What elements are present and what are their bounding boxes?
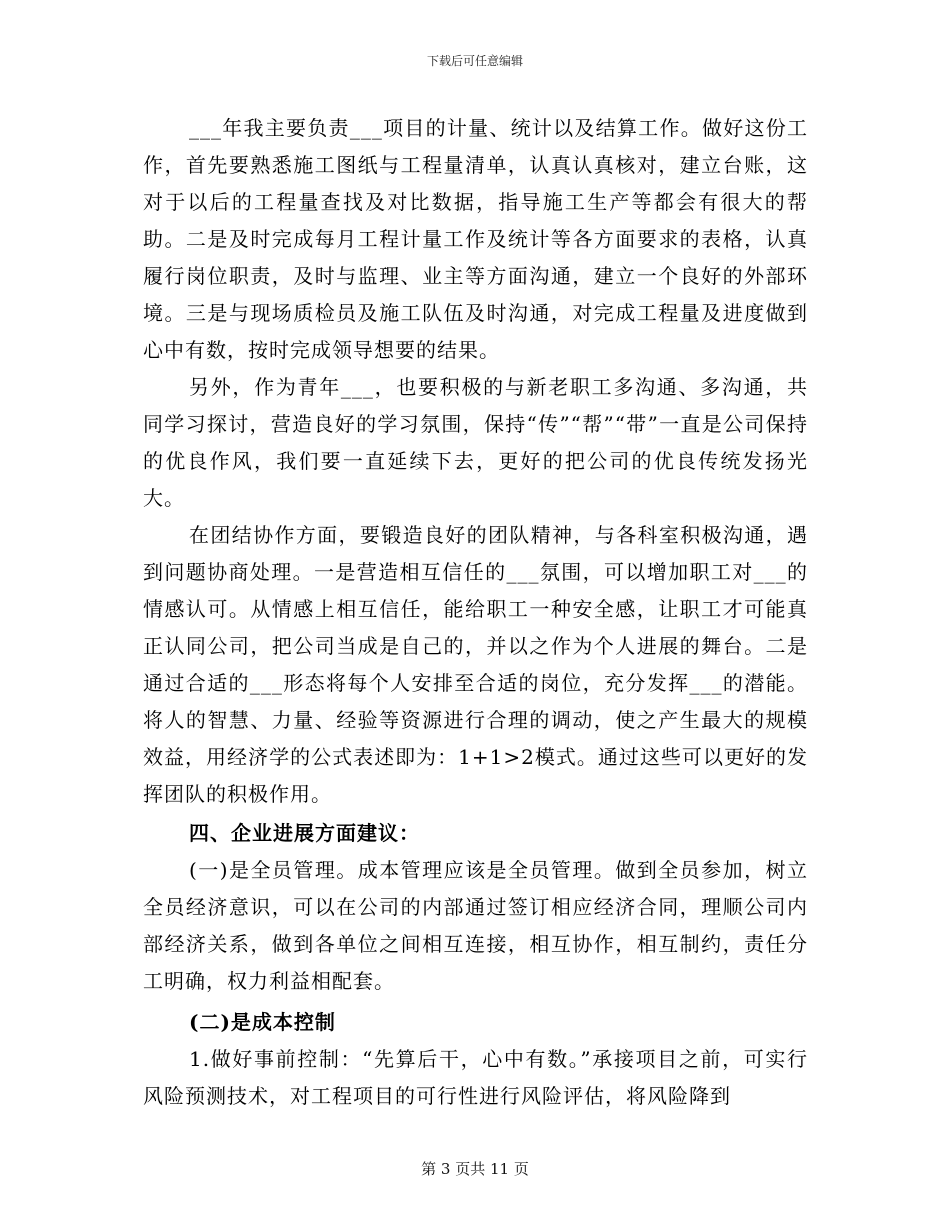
paragraph-pre-control: 1.做好事前控制：“先算后干，心中有数。”承接项目之前，可实行风险预测技术，对工程项目的可行性进行风险评估，将风险降到 [143, 1047, 808, 1108]
page-header-note: 下载后可任意编辑 [426, 54, 523, 68]
section-heading-enterprise-suggestions: 四、企业进展方面建议： [189, 821, 420, 845]
page-number-footer: 第 3 页共 11 页 [421, 1160, 529, 1178]
paragraph-work-duties: ___年我主要负责___项目的计量、统计以及结算工作。做好这份工作，首先要熟悉施工图纸与工程量清单，认真认真核对，建立台账，这对于以后的工程量查找及对比数据，指导施工生产等都会有很大的帮助。二是及时完成每月工程计量工作及统计等各方面要求的表格，认真履行岗位职责，及时与监理、业主等方面沟通，建立一个良好的外部环境。三是与现场质检员及施工队伍及时沟通，对完成工程量及进度做到心中有数，按时完成领导想要的结果。 [143, 116, 808, 362]
paragraph-full-staff-management: (一)是全员管理。成本管理应该是全员管理。做到全员参加，树立全员经济意识，可以在公司的内部通过签订相应经济合同，理顺公司内部经济关系，做到各单位之间相互连接，相互协作，相互制约，责任分工明确，权力利益相配套。 [143, 858, 808, 993]
paragraph-youth-communication: 另外，作为青年___，也要积极的与新老职工多沟通、多沟通，共同学习探讨，营造良好的学习氛围，保持“传”“帮”“带”一直是公司保持的优良作风，我们要一直延续下去，更好的把公司的优良传统发扬光大。 [143, 375, 808, 510]
document-body [143, 110, 808, 1115]
subheading-cost-control: (二)是成本控制 [189, 1010, 336, 1034]
paragraph-teamwork: 在团结协作方面，要锻造良好的团队精神，与各科室积极沟通，遇到问题协商处理。一是营造相互信任的___氛围，可以增加职工对___的情感认可。从情感上相互信任，能给职工一种安全感，让职工才可能真正认同公司，把公司当成是自己的，并以之作为个人进展的舞台。二是通过合适的___形态将每个人安排至合适的岗位，充分发挥___的潜能。将人的智慧、力量、经验等资源进行合理的调动，使之产生最大的规模效益，用经济学的公式表述即为：1+1>2模式。通过这些可以更好的发挥团队的积极作用。 [143, 523, 808, 806]
